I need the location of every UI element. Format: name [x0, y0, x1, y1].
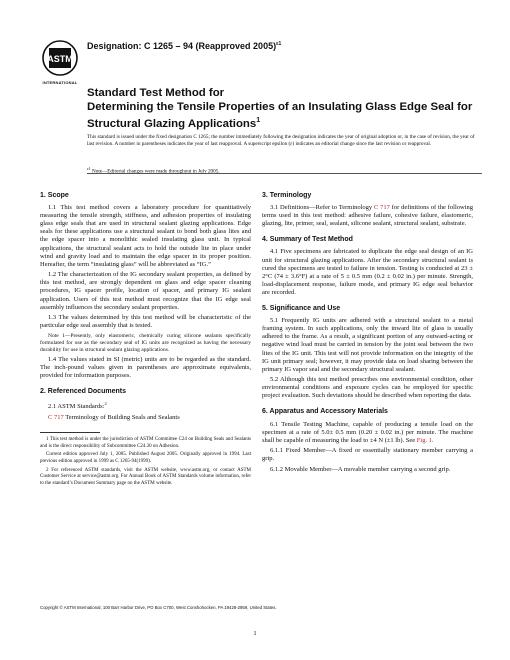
section-heading-referenced-documents: 2. Referenced Documents [40, 388, 126, 396]
reference-c717: C 717 Terminology of Building Seals and Sealants [48, 414, 180, 422]
paragraph-1-1: 1.1 This test method covers a laboratory procedure for quantitatively measuring the tensile strength, stiffness, and adhesion properties of insulating glass edge seals that are used in structural sealant glazing applications. Edge seals for these applications use a structural sealant to bond both glass lites and the edge spacer into a monolithic sealed insulating glass unit. In typical applications, the structural sealant acts to hold the outside lite in place under wind and gravity load and to maintain the edge spacer in its proper position. Hereafter, the term “insulating glass” will be abbreviated as “IG.” [40, 204, 251, 268]
paragraph-4-1: 4.1 Five specimens are fabricated to duplicate the edge seal design of an IG unit for structural glazing applications. After the secondary structural sealant is cured the specimens are tested to failure in tension. Testing is conducted at 23 ± 2°C (74 ± 3.6°F) at a rate of 5 ± 0.5 mm (0.2 ± 0.02 in.) per minute. Strength, load-displacement response, failure mode, and primary IG edge seal behavior are recorded. [262, 248, 473, 296]
epsilon-note: $^{\varepsilon 1}$ Note—Editorial changes were made throughout in July 2005. [87, 166, 220, 175]
paragraph-2-1: 2.1 ASTM Standards:$^2$ [48, 401, 107, 411]
issued-statement: This standard is issued under the fixed designation C 1265; the number immediately following the designation indicates the year of original adoption or, in the case of revision, the year of last revision. A number in parentheses indicates the year of last reapproval. A superscript epsilon (ε) indicates an editorial change since the last revision or reapproval. [87, 134, 475, 147]
paragraph-6-1-2: 6.1.2 Movable Member—A movable member carrying a second grip. [270, 465, 451, 473]
paragraph-6-1: 6.1 Tensile Testing Machine, capable of producing a tensile load on the specimen at a rate of 5.0± 0.5 mm (0.20 ± 0.02 in.) per minute. The machine shall be capable of measuring the load to ±4 N (±1 lb). See Fig. 1. [262, 420, 473, 444]
paragraph-1-4: 1.4 The values stated in SI (metric) units are to be regarded as the standard. The inch-pound values given in parentheses are approximate equivalents, provided for information purposes. [40, 356, 251, 380]
figure-link-fig-1[interactable]: Fig. 1 [416, 436, 432, 444]
paragraph-6-1-1: 6.1.1 Fixed Member—A fixed or essentially stationary member carrying a grip. [262, 447, 473, 463]
copyright-footer: Copyright © ASTM International, 100 Barr Harbor Drive, PO Box C700, West Conshohocken, PA 19428-2959, United States. [40, 605, 277, 610]
astm-logo [41, 38, 79, 78]
footnote-2: 2 For referenced ASTM standards, visit the ASTM website, www.astm.org, or contact ASTM Customer Service at service@astm.org. For Annual Book of ASTM Standards volume information, refer to the standard’s Document Summary page on the ASTM website. [40, 467, 251, 486]
section-heading-significance: 5. Significance and Use [262, 305, 341, 313]
reference-link-c717[interactable]: C 717 [48, 414, 64, 422]
document-title: Standard Test Method for Determining the Tensile Properties of an Insulating Glass Edge Seal for Structural Glazing Applications$^1$ [87, 87, 473, 130]
page-number: 1 [253, 630, 257, 637]
right-column [262, 192, 473, 476]
paragraph-5-2: 5.2 Although this test method prescribes one environmental condition, other environmental conditions and exposure cycles can be employed for specific project evaluation. Such deviations should be described when reporting the data. [262, 376, 473, 400]
left-column [40, 192, 251, 489]
section-heading-scope: 1. Scope [40, 192, 69, 199]
footnote-1-edition: Current edition approved July 1, 2005. Published August 2005. Originally approved in 1994. Last previous edition approved in 1999 as C 1265-94(1999). [40, 452, 251, 464]
divider [87, 173, 482, 174]
logo-caption: INTERNATIONAL [42, 80, 78, 85]
paragraph-1-3: 1.3 The values determined by this test method will be characteristic of the particular edge seal assembly that is tested. [40, 314, 251, 330]
designation: Designation: C 1265 – 94 (Reapproved 2005)$^{\varepsilon 1}$ [87, 41, 282, 51]
section-heading-terminology: 3. Terminology [262, 192, 312, 199]
reference-link-c717-terminology[interactable]: C 717 [374, 204, 390, 212]
footnote-divider [40, 432, 100, 433]
section-heading-apparatus: 6. Apparatus and Accessory Materials [262, 408, 388, 416]
footnote-1: 1 This test method is under the jurisdiction of ASTM Committee C24 on Building Seals and Sealants and is the direct responsibility of Subcommittee C24.30 on Adhesion. [40, 437, 251, 449]
section-heading-summary: 4. Summary of Test Method [262, 236, 353, 244]
paragraph-5-1: 5.1 Frequently IG units are adhered with a structural sealant to a metal framing system. In such applications, only the inward lite of glass is usually adhered to the frame. As a result, a significant portion of any outward-acting or negative wind load must be carried in tension by the joint seal between the two lites of the IG unit. This test will not provide information on the integrity of the IG unit primary seal; however, it may provide data on load sharing between the primary IG vapor seal and the secondary structural sealant. [262, 317, 473, 373]
note-1: Note 1—Presently, only elastomeric, chemically curing silicone sealants specifically formulated for use as the secondary seal of IG units are recognized as having the necessary durability for use in structural sealant glazing applications. [40, 332, 251, 353]
svg-text:ASTM: ASTM [47, 54, 73, 64]
paragraph-1-2: 1.2 The characterization of the IG secondary sealant properties, as defined by this test method, are strongly dependent on glass and edge spacer cleaning procedures, IG spacer profile, location of spacer, and primary IG sealant application. Users of this test method must recognize that the IG edge seal assembly influences the secondary sealant properties. [40, 271, 251, 311]
paragraph-3-1: 3.1 Definitions—Refer to Terminology C 717 for definitions of the following terms used in this test method: adhesive failure, cohesive failure, elastomeric, glazing, lite, primer, seal, sealant, silicone sealant, structural sealant, substrate. [262, 204, 473, 228]
